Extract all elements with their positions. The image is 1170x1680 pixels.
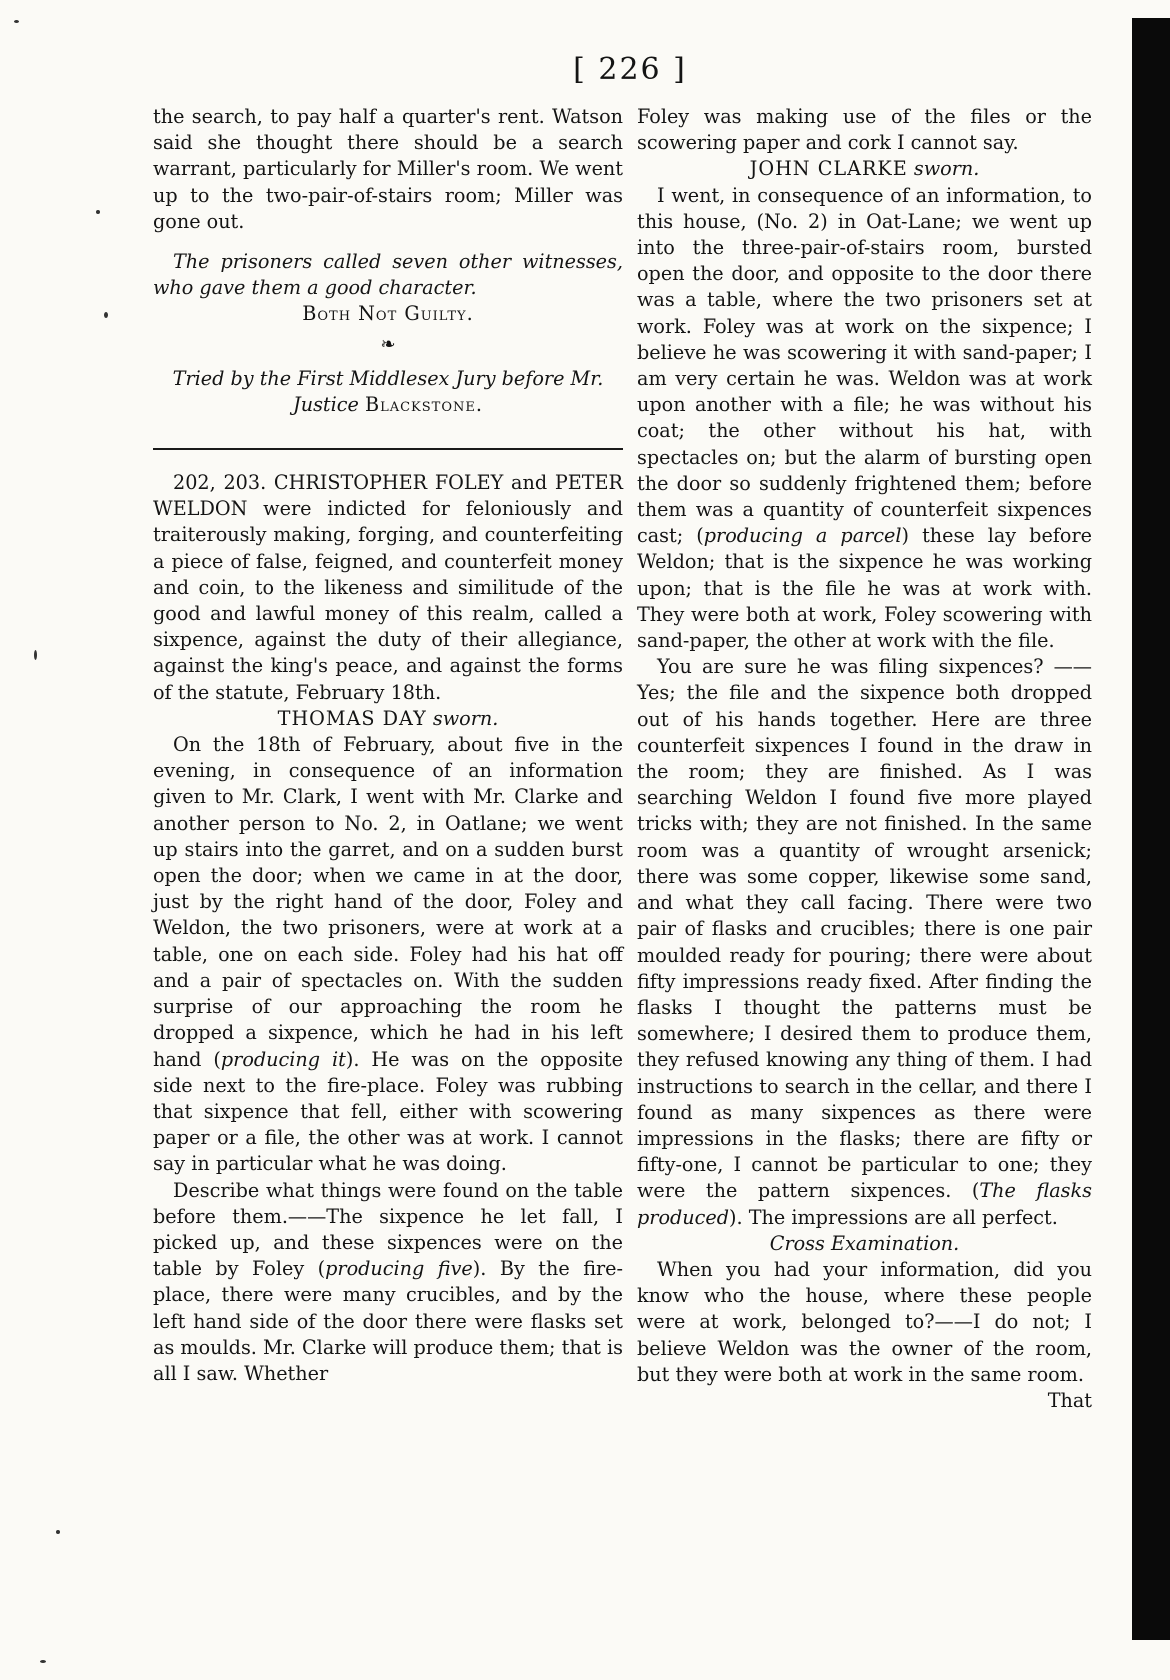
testimony-text: ). He was on the opposite side next to the fire-place. Foley was rubbing that sixpence that fell, either with scowering paper or a file, the other was at work. I cannot say in particular what he was doing. [153,1047,623,1176]
case-paragraph [153,470,623,706]
testimony-text: ). The impressions are all perfect. [729,1205,1058,1229]
testimony-text: ). By the fire-place, there were many crucibles, and by the left hand side of the door there were flasks set as moulds. Mr. Clarke will produce them; that is all I saw. Whether [153,1257,624,1385]
trial-heading [153,366,623,418]
testimony-italic: producing a parcel [703,524,902,548]
witness-note: The prisoners called seven other witnesses, who gave them a good character. [153,250,623,300]
sworn-label: sworn. [913,157,980,181]
testimony-text: On the 18th of February, about five in the evening, in consequence of an information given to Mr. Clark, I went with Mr. Clarke and another person to No. 2, in Oatlane; we went up stairs into the garret, and on a sudden burst open the door; when we came in at the door, just by the right hand of the door, Foley and Weldon, the two prisoners, were at work at a table, one on each side. Foley had his hat off and a pair of spectacles on. With the sudden surprise of our approaching the room he dropped a sixpence, which he had in his left hand ( [153,733,623,1071]
testimony-paragraph [637,654,1092,1230]
scan-speck [14,20,19,23]
witness-name: THOMAS DAY [277,706,427,730]
case-text: CHRISTOPHER FOLEY and PETER WELDON were indicted for feloniously and traiterously making, forging, and counterfeiting a piece of false, feigned, and counterfeit money and coin, to the likeness and similitude of the good and lawful money of this realm, called a sixpence, against the duty of their allegiance, against the king's peace, and against the forms of the statute, February 18th. [153,471,623,704]
testimony-text: You are sure he was filing sixpences? ——Yes; the file and the sixpence both dropped out of his hands together. Here are three counterfeit sixpences I found in the draw in the room; they are finished. As I was searching Weldon I found five more played tricks with; they are not finished. In the same room was a quantity of wrought arsenick; there was some copper, likewise some sand, and what they call facing. There were two pair of flasks and crucibles; there is one pair moulded ready for pouring; there were about fifty impressions ready fixed. After finding the flasks I thought the patterns must be somewhere; I desired them to produce them, they refused knowing any thing of them. I had instructions to search in the cellar, and there I found as many sixpences as there were impressions in the flasks; there are fifty or fifty-one, I cannot be particular to one; they were the pattern sixpences. ( [637,655,1092,1203]
catchword: That [1047,1388,1092,1412]
witness-heading [637,156,1092,182]
witness-heading [153,706,623,732]
testimony-text: ) these lay before Weldon; that is the sixpence he was working upon; that is the file he was at work with. They were both at work, Foley scowering with sand-paper, the other at work with the file. [637,524,1092,653]
section-rule [153,448,623,450]
left-paragraph-continuation: the search, to pay half a quarter's rent. Watson said she thought there should be a search warrant, particularly for Miller's room. We went up to the two-pair-of-stairs room; Miller was gone out. [153,105,623,233]
spacer [153,235,623,249]
witness-name: JOHN CLARKE [749,157,908,181]
testimony-paragraph [153,1178,623,1388]
page-edge-shadow [1132,18,1170,1640]
testimony-paragraph [637,183,1092,655]
testimony-italic: producing it [220,1047,346,1071]
right-paragraph-continuation: Foley was making use of the files or the scowering paper and cork I cannot say. [637,105,1092,155]
scan-speck [56,1530,60,1534]
testimony-italic: The flasks produced [637,1179,1092,1229]
judge-name: Blackstone. [364,392,483,416]
verdict: Both Not Guilty. [302,302,474,326]
testimony-text: I went, in consequence of an information, to this house, (No. 2) in Oat-Lane; we went up into the three-pair-of-stairs room, bursted open the door, and opposite to the door there was a table, where the two prisoners set at work. Foley was at work on the sixpence; I believe he was scowering it with sand-paper; I am very certain he was. Weldon was at work upon another with a file; he was without his coat; the other without his hat, with spectacles on; but the alarm of bursting open the door so suddenly frightened them; before them was a quantity of counterfeit sixpences cast; ( [637,183,1092,548]
testimony-text: Describe what things were found on the table before them.——The sixpence he let fall, I picked up, and these sixpences were on the table by Foley ( [153,1178,623,1281]
scan-speck [104,312,108,318]
testimony-paragraph [153,732,623,1177]
page-number: [ 226 ] [573,52,687,87]
case-numbers: 202, 203. [173,471,267,495]
left-column [153,104,623,1387]
testimony-italic: producing five [325,1257,473,1281]
cross-examination-heading: Cross Examination. [769,1231,960,1255]
trial-heading-text: Tried by the First Middlesex Jury before Mr. Justice [172,366,604,416]
testimony-paragraph: When you had your information, did you know who the house, where these people were at work, belonged to?——I do not; I believe Weldon was the owner of the room, but they were both at work in the same room. [637,1257,1092,1386]
right-column [637,104,1092,1414]
fleuron-ornament: ❧ [380,333,396,355]
scan-speck [96,210,100,214]
sworn-label: sworn. [432,706,499,730]
scan-speck [34,650,37,660]
scan-speck [40,1660,46,1663]
